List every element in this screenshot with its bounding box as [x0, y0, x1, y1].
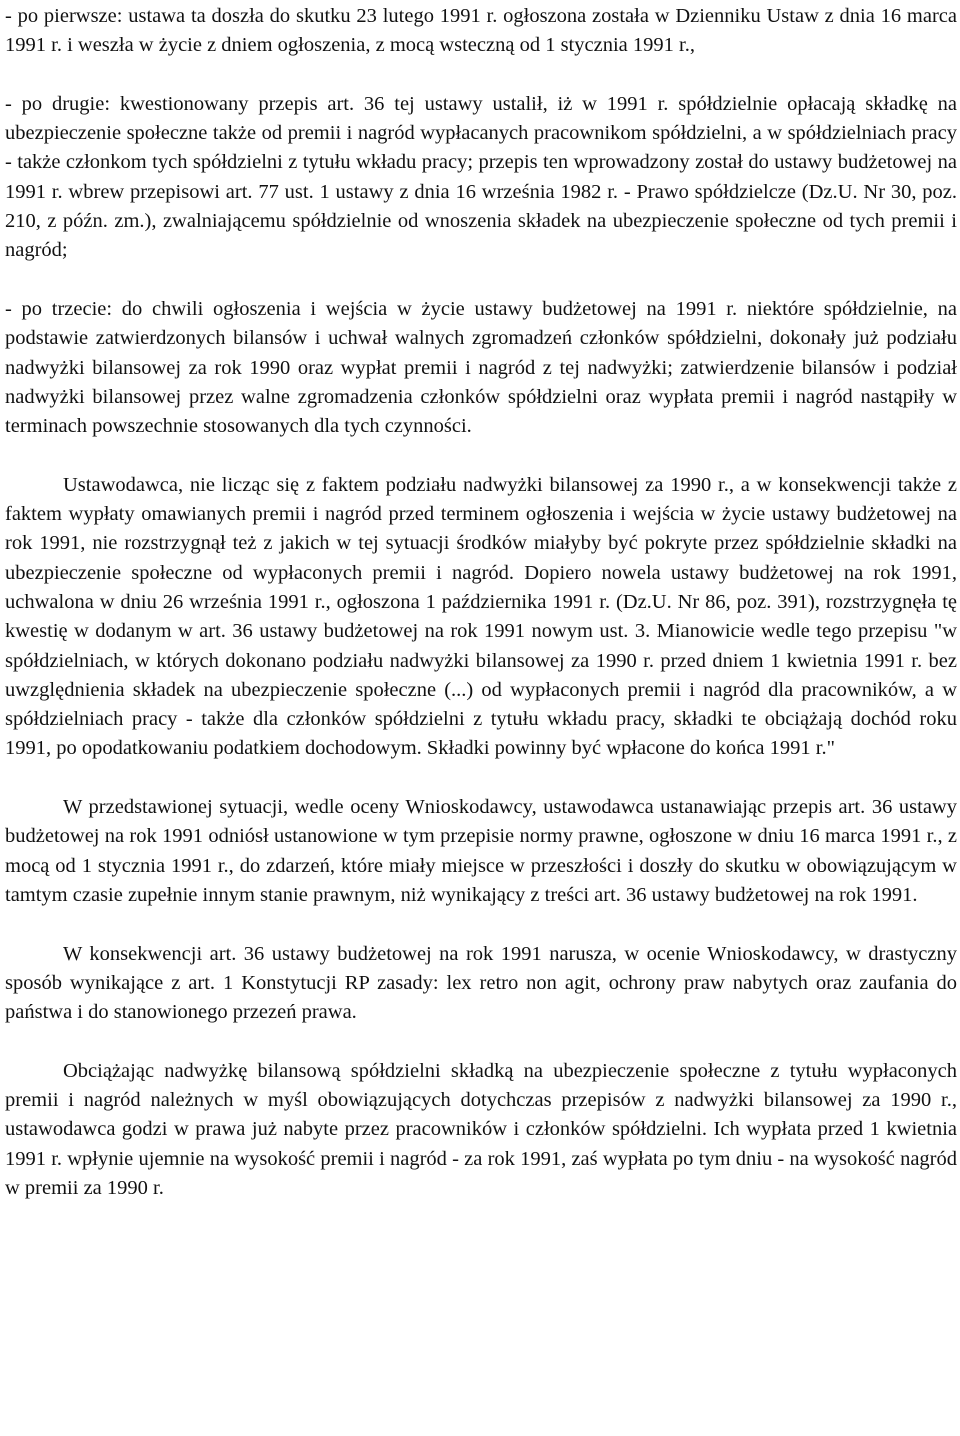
paragraph-first-point: - po pierwsze: ustawa ta doszła do skutku 23 lutego 1991 r. ogłoszona została w Dzienniku Ustaw z dnia 16 marca 1991 r. i weszła w życie z dniem ogłoszenia, z mocą wsteczną od 1 stycznia 1991 r.,	[5, 5, 957, 57]
paragraph-spacer	[5, 910, 957, 939]
paragraph-second-point: - po drugie: kwestionowany przepis art. 36 tej ustawy ustalił, iż w 1991 r. spółdzielnie opłacają składkę na ubezpieczenie społeczne także od premii i nagród wypłacanych pracownikom spółdzielni, a w spółdzielniach pracy - także członkom tych spółdzielni z tytułu wkładu pracy; przepis ten wprowadzony został do ustawy budżetowej na 1991 r. wbrew przepisowi art. 77 ust. 1 ustawy z dnia 16 września 1982 r. - Prawo spółdzielcze (Dz.U. Nr 30, poz. 210, z późn. zm.), zwalniającemu spółdzielnie od wnoszenia składek na ubezpieczenie społeczne od tych premii i nagród;	[5, 92, 957, 262]
paragraph-consequence: W konsekwencji art. 36 ustawy budżetowej na rok 1991 narusza, w ocenie Wnioskodawcy, w drastyczny sposób wynikające z art. 1 Konstytucji RP zasady: lex retro non agit, ochrony praw nabytych oraz zaufania do państwa i do stanowionego przezeń prawa.	[5, 942, 957, 1024]
paragraph-situation: W przedstawionej sytuacji, wedle oceny Wnioskodawcy, ustawodawca ustanawiając przepis art. 36 ustawy budżetowej na rok 1991 odniósł ustanowione w tym przepisie normy prawne, ogłoszone w dniu 16 marca 1991 r., z mocą od 1 stycznia 1991 r., do zdarzeń, które miały miejsce w przeszłości i doszły do skutku w obowiązującym w tamtym czasie zupełnie innym stanie prawnym, niż wynikający z treści art. 36 ustawy budżetowej na rok 1991.	[5, 796, 957, 906]
paragraph-spacer	[5, 441, 957, 470]
document-page	[5, 2, 957, 1203]
paragraph-spacer	[5, 61, 957, 90]
paragraph-surplus-burden: Obciążając nadwyżkę bilansową spółdzielni składką na ubezpieczenie społeczne z tytułu wypłaconych premii i nagród należnych w myśl obowiązujących dotychczas przepisów z nadwyżki bilansowej za 1990 r., ustawodawca godzi w prawa już nabyte przez pracowników i członków spółdzielni. Ich wypłata przed 1 kwietnia 1991 r. wpłynie ujemnie na wysokość premii i nagród - za rok 1991, zaś wypłata po tym dniu - na wysokość nagród w premii za 1990 r.	[5, 1059, 957, 1199]
paragraph-spacer	[5, 764, 957, 793]
paragraph-legislator: Ustawodawca, nie licząc się z faktem podziału nadwyżki bilansowej za 1990 r., a w konsekwencji także z faktem wypłaty omawianych premii i nagród przed terminem ogłoszenia i wejścia w życie ustawy budżetowej na rok 1991, nie rozstrzygnął też z jakich w tej sytuacji środków miałyby być pokryte przez spółdzielnie składki na ubezpieczenie społeczne od wypłaconych premii i nagród. Dopiero nowela ustawy budżetowej na rok 1991, uchwalona w dniu 26 września 1991 r., ogłoszona 1 października 1991 r. (Dz.U. Nr 86, poz. 391), rozstrzygnęła tę kwestię w dodanym w art. 36 ustawy budżetowej na rok 1991 nowym ust. 3. Mianowicie wedle tego przepisu "w spółdzielniach, w których dokonano podziału nadwyżki bilansowej za 1990 r. przed dniem 1 kwietnia 1991 r. bez uwzględnienia składek na ubezpieczenie społeczne (...) od wypłaconych premii i nagród dla pracowników, a w spółdzielniach pracy - także dla członków spółdzielni z tytułu wkładu pracy, składki te obciążają dochód roku 1991, po opodatkowaniu podatkiem dochodowym. Składki powinny być wpłacone do końca 1991 r."	[5, 473, 957, 760]
paragraph-spacer	[5, 266, 957, 295]
paragraph-third-point: - po trzecie: do chwili ogłoszenia i wejścia w życie ustawy budżetowej na 1991 r. niektóre spółdzielnie, na podstawie zatwierdzonych bilansów i uchwał walnych zgromadzeń członków spółdzielni, dokonały już podziału nadwyżki bilansowej za rok 1990 oraz wypłat premii i nagród z tej nadwyżki; zatwierdzenie bilansów i podział nadwyżki bilansowej przez walne zgromadzenia członków spółdzielni oraz wypłata premii i nagród nastąpiły w terminach powszechnie stosowanych dla tych czynności.	[5, 297, 957, 438]
paragraph-spacer	[5, 1027, 957, 1056]
